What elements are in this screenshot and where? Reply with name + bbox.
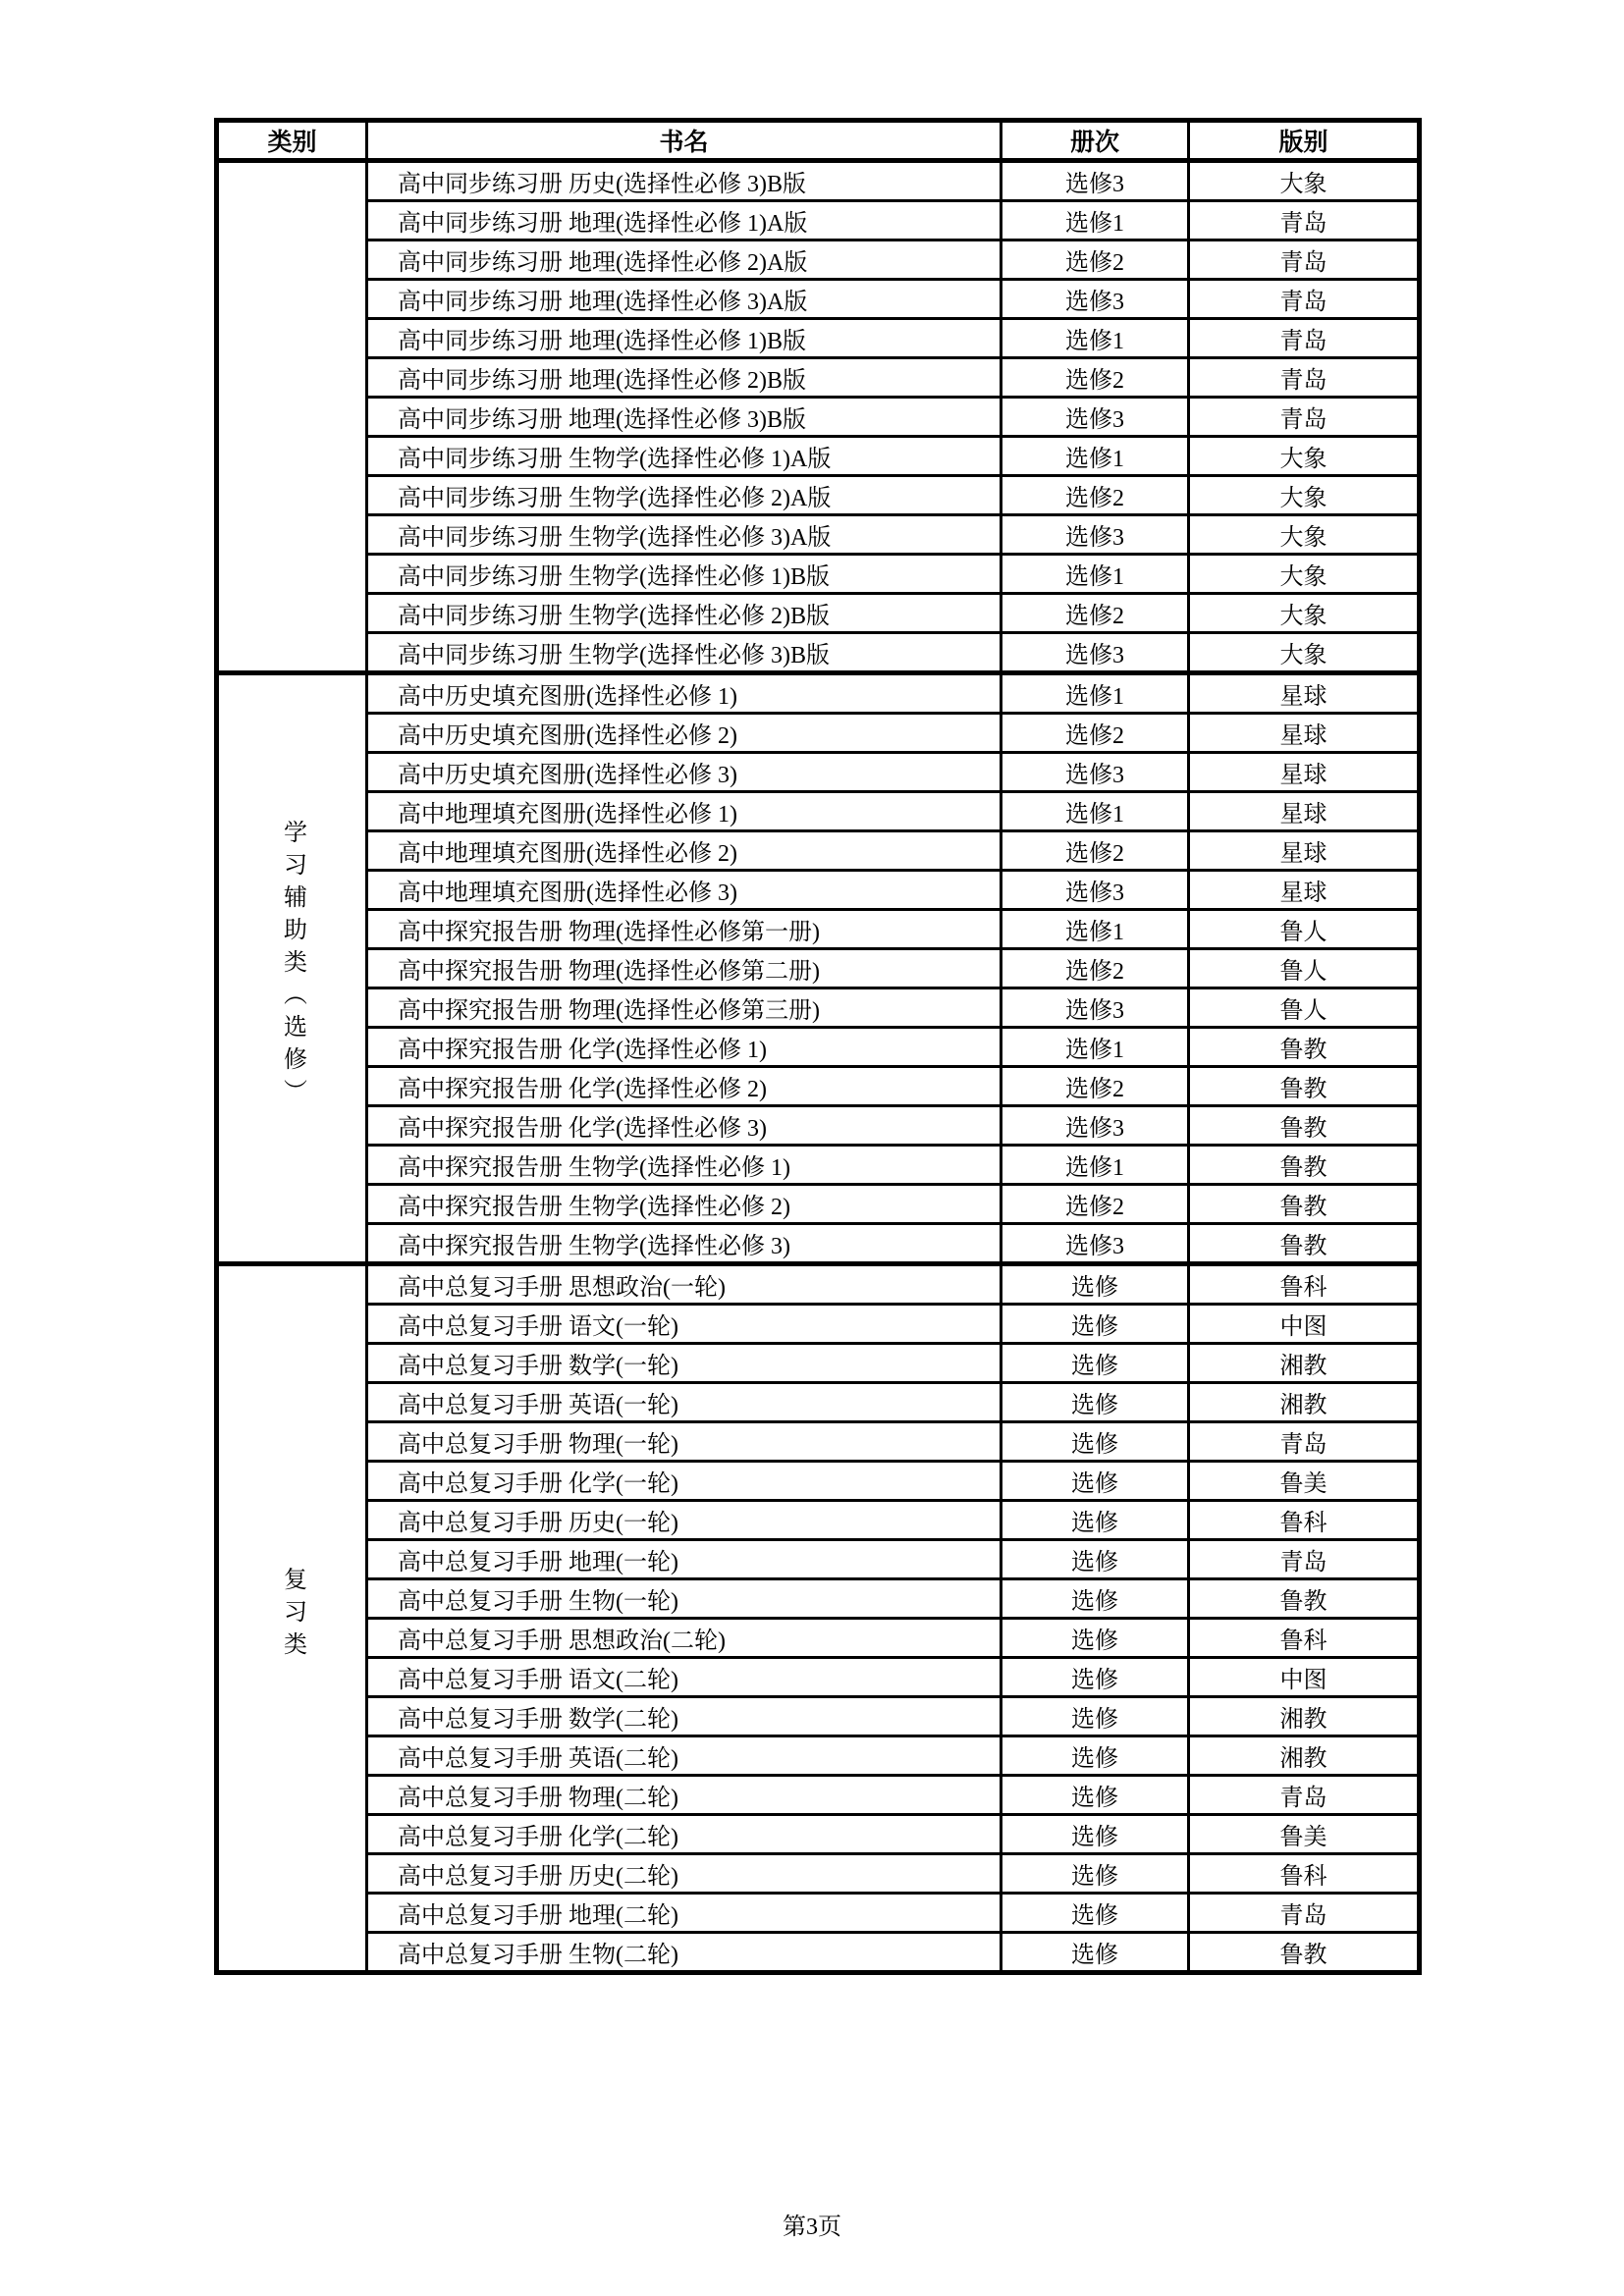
edition-cell: 鲁教 [1189, 1185, 1420, 1224]
table-row [217, 910, 1420, 949]
table-row [217, 1658, 1420, 1697]
table-row [217, 515, 1420, 555]
edition-cell: 鲁教 [1189, 1146, 1420, 1185]
table-row [217, 1776, 1420, 1815]
table-row [217, 1579, 1420, 1619]
table-row [217, 1344, 1420, 1383]
book-name-cell: 高中探究报告册 化学(选择性必修 1) [367, 1028, 1001, 1067]
table-row [217, 555, 1420, 594]
table-row [217, 753, 1420, 792]
edition-cell: 青岛 [1189, 1894, 1420, 1933]
table-row [217, 1697, 1420, 1736]
header-book: 书名 [367, 121, 1001, 161]
edition-cell: 鲁教 [1189, 1106, 1420, 1146]
volume-cell: 选修3 [1001, 988, 1189, 1028]
table-row [217, 1383, 1420, 1422]
book-name-cell: 高中总复习手册 生物(二轮) [367, 1933, 1001, 1973]
volume-cell: 选修1 [1001, 437, 1189, 476]
table-row [217, 1540, 1420, 1579]
book-name-cell: 高中探究报告册 物理(选择性必修第三册) [367, 988, 1001, 1028]
header-edition: 版别 [1189, 121, 1420, 161]
book-name-cell: 高中同步练习册 生物学(选择性必修 1)A版 [367, 437, 1001, 476]
table-row [217, 1462, 1420, 1501]
edition-cell: 大象 [1189, 555, 1420, 594]
edition-cell: 湘教 [1189, 1383, 1420, 1422]
edition-cell: 青岛 [1189, 240, 1420, 280]
volume-cell: 选修2 [1001, 358, 1189, 398]
volume-cell: 选修1 [1001, 201, 1189, 240]
volume-cell: 选修2 [1001, 594, 1189, 633]
volume-cell: 选修3 [1001, 280, 1189, 319]
book-name-cell: 高中总复习手册 数学(一轮) [367, 1344, 1001, 1383]
table-row [217, 1619, 1420, 1658]
book-name-cell: 高中总复习手册 化学(二轮) [367, 1815, 1001, 1854]
table-row [217, 831, 1420, 871]
table-row [217, 988, 1420, 1028]
book-name-cell: 高中地理填充图册(选择性必修 1) [367, 792, 1001, 831]
book-name-cell: 高中同步练习册 生物学(选择性必修 2)B版 [367, 594, 1001, 633]
volume-cell: 选修1 [1001, 1146, 1189, 1185]
table-row [217, 1422, 1420, 1462]
edition-cell: 鲁美 [1189, 1815, 1420, 1854]
book-name-cell: 高中地理填充图册(选择性必修 2) [367, 831, 1001, 871]
edition-cell: 中图 [1189, 1658, 1420, 1697]
book-name-cell: 高中同步练习册 地理(选择性必修 2)B版 [367, 358, 1001, 398]
table-row [217, 1028, 1420, 1067]
book-name-cell: 高中总复习手册 物理(一轮) [367, 1422, 1001, 1462]
edition-cell: 青岛 [1189, 280, 1420, 319]
volume-cell: 选修2 [1001, 1185, 1189, 1224]
edition-cell: 大象 [1189, 515, 1420, 555]
edition-cell: 大象 [1189, 161, 1420, 201]
table-row [217, 1501, 1420, 1540]
volume-cell: 选修3 [1001, 161, 1189, 201]
book-name-cell: 高中同步练习册 地理(选择性必修 3)B版 [367, 398, 1001, 437]
book-name-cell: 高中总复习手册 语文(一轮) [367, 1305, 1001, 1344]
book-name-cell: 高中总复习手册 思想政治(二轮) [367, 1619, 1001, 1658]
edition-cell: 星球 [1189, 831, 1420, 871]
volume-cell: 选修2 [1001, 240, 1189, 280]
book-name-cell: 高中同步练习册 生物学(选择性必修 2)A版 [367, 476, 1001, 515]
volume-cell: 选修3 [1001, 515, 1189, 555]
edition-cell: 鲁人 [1189, 988, 1420, 1028]
edition-cell: 星球 [1189, 673, 1420, 714]
book-name-cell: 高中同步练习册 生物学(选择性必修 3)A版 [367, 515, 1001, 555]
volume-cell: 选修1 [1001, 555, 1189, 594]
edition-cell: 湘教 [1189, 1736, 1420, 1776]
category-label: 复习类 [279, 1566, 305, 1664]
category-cell [217, 1264, 367, 1973]
volume-cell: 选修3 [1001, 1224, 1189, 1264]
table-row [217, 1106, 1420, 1146]
table-row [217, 1264, 1420, 1305]
edition-cell: 鲁科 [1189, 1619, 1420, 1658]
volume-cell: 选修 [1001, 1619, 1189, 1658]
volume-cell: 选修 [1001, 1344, 1189, 1383]
edition-cell: 鲁教 [1189, 1028, 1420, 1067]
volume-cell: 选修 [1001, 1264, 1189, 1305]
volume-cell: 选修3 [1001, 633, 1189, 673]
book-name-cell: 高中历史填充图册(选择性必修 3) [367, 753, 1001, 792]
edition-cell: 青岛 [1189, 1776, 1420, 1815]
volume-cell: 选修 [1001, 1854, 1189, 1894]
table-row [217, 161, 1420, 201]
book-name-cell: 高中探究报告册 化学(选择性必修 3) [367, 1106, 1001, 1146]
book-name-cell: 高中总复习手册 地理(一轮) [367, 1540, 1001, 1579]
book-name-cell: 高中总复习手册 化学(一轮) [367, 1462, 1001, 1501]
edition-cell: 青岛 [1189, 201, 1420, 240]
book-name-cell: 高中总复习手册 历史(一轮) [367, 1501, 1001, 1540]
book-name-cell: 高中探究报告册 生物学(选择性必修 3) [367, 1224, 1001, 1264]
book-name-cell: 高中同步练习册 地理(选择性必修 3)A版 [367, 280, 1001, 319]
table-row [217, 1854, 1420, 1894]
edition-cell: 大象 [1189, 633, 1420, 673]
table-body [217, 161, 1420, 1973]
header-volume: 册次 [1001, 121, 1189, 161]
table-row [217, 594, 1420, 633]
volume-cell: 选修1 [1001, 910, 1189, 949]
edition-cell: 星球 [1189, 792, 1420, 831]
category-label: 学习辅助类（选修） [279, 819, 305, 1111]
edition-cell: 青岛 [1189, 1540, 1420, 1579]
book-name-cell: 高中总复习手册 英语(一轮) [367, 1383, 1001, 1422]
table-row [217, 240, 1420, 280]
edition-cell: 鲁美 [1189, 1462, 1420, 1501]
book-name-cell: 高中同步练习册 历史(选择性必修 3)B版 [367, 161, 1001, 201]
volume-cell: 选修2 [1001, 476, 1189, 515]
volume-cell: 选修 [1001, 1383, 1189, 1422]
table-row [217, 714, 1420, 753]
header-row [217, 121, 1420, 161]
edition-cell: 鲁教 [1189, 1224, 1420, 1264]
book-name-cell: 高中探究报告册 生物学(选择性必修 2) [367, 1185, 1001, 1224]
volume-cell: 选修2 [1001, 1067, 1189, 1106]
volume-cell: 选修 [1001, 1815, 1189, 1854]
edition-cell: 星球 [1189, 753, 1420, 792]
table-row [217, 871, 1420, 910]
table-row [217, 1736, 1420, 1776]
volume-cell: 选修3 [1001, 753, 1189, 792]
volume-cell: 选修3 [1001, 871, 1189, 910]
volume-cell: 选修 [1001, 1422, 1189, 1462]
book-name-cell: 高中探究报告册 化学(选择性必修 2) [367, 1067, 1001, 1106]
edition-cell: 鲁教 [1189, 1933, 1420, 1973]
book-name-cell: 高中探究报告册 物理(选择性必修第一册) [367, 910, 1001, 949]
volume-cell: 选修1 [1001, 792, 1189, 831]
edition-cell: 湘教 [1189, 1344, 1420, 1383]
book-name-cell: 高中历史填充图册(选择性必修 2) [367, 714, 1001, 753]
book-name-cell: 高中探究报告册 生物学(选择性必修 1) [367, 1146, 1001, 1185]
edition-cell: 青岛 [1189, 1422, 1420, 1462]
edition-cell: 鲁科 [1189, 1854, 1420, 1894]
edition-cell: 鲁教 [1189, 1579, 1420, 1619]
table-row [217, 1305, 1420, 1344]
table-row [217, 319, 1420, 358]
table-row [217, 476, 1420, 515]
table-row [217, 949, 1420, 988]
edition-cell: 鲁科 [1189, 1264, 1420, 1305]
table-row [217, 1933, 1420, 1973]
volume-cell: 选修1 [1001, 1028, 1189, 1067]
table-row [217, 792, 1420, 831]
edition-cell: 青岛 [1189, 398, 1420, 437]
volume-cell: 选修 [1001, 1894, 1189, 1933]
table-row [217, 201, 1420, 240]
edition-cell: 中图 [1189, 1305, 1420, 1344]
edition-cell: 青岛 [1189, 319, 1420, 358]
header-category: 类别 [217, 121, 367, 161]
edition-cell: 大象 [1189, 437, 1420, 476]
book-name-cell: 高中历史填充图册(选择性必修 1) [367, 673, 1001, 714]
book-name-cell: 高中同步练习册 地理(选择性必修 2)A版 [367, 240, 1001, 280]
volume-cell: 选修 [1001, 1501, 1189, 1540]
table-row [217, 1067, 1420, 1106]
table-row [217, 1224, 1420, 1264]
table-row [217, 633, 1420, 673]
volume-cell: 选修 [1001, 1462, 1189, 1501]
volume-cell: 选修 [1001, 1697, 1189, 1736]
table-row [217, 1815, 1420, 1854]
edition-cell: 星球 [1189, 871, 1420, 910]
book-name-cell: 高中总复习手册 地理(二轮) [367, 1894, 1001, 1933]
table-row [217, 1185, 1420, 1224]
edition-cell: 鲁人 [1189, 910, 1420, 949]
table-row [217, 1146, 1420, 1185]
book-name-cell: 高中总复习手册 历史(二轮) [367, 1854, 1001, 1894]
edition-cell: 鲁教 [1189, 1067, 1420, 1106]
volume-cell: 选修3 [1001, 1106, 1189, 1146]
edition-cell: 鲁科 [1189, 1501, 1420, 1540]
book-name-cell: 高中同步练习册 地理(选择性必修 1)B版 [367, 319, 1001, 358]
volume-cell: 选修2 [1001, 714, 1189, 753]
book-name-cell: 高中同步练习册 生物学(选择性必修 1)B版 [367, 555, 1001, 594]
volume-cell: 选修 [1001, 1540, 1189, 1579]
book-name-cell: 高中总复习手册 思想政治(一轮) [367, 1264, 1001, 1305]
page-number: 第3页 [783, 2215, 841, 2240]
volume-cell: 选修1 [1001, 319, 1189, 358]
volume-cell: 选修 [1001, 1736, 1189, 1776]
table-row [217, 358, 1420, 398]
volume-cell: 选修2 [1001, 949, 1189, 988]
book-name-cell: 高中同步练习册 生物学(选择性必修 3)B版 [367, 633, 1001, 673]
table-row [217, 1894, 1420, 1933]
book-name-cell: 高中探究报告册 物理(选择性必修第二册) [367, 949, 1001, 988]
category-cell [217, 673, 367, 1264]
volume-cell: 选修 [1001, 1658, 1189, 1697]
volume-cell: 选修 [1001, 1933, 1189, 1973]
book-name-cell: 高中同步练习册 地理(选择性必修 1)A版 [367, 201, 1001, 240]
volume-cell: 选修2 [1001, 831, 1189, 871]
edition-cell: 大象 [1189, 476, 1420, 515]
volume-cell: 选修1 [1001, 673, 1189, 714]
book-name-cell: 高中总复习手册 数学(二轮) [367, 1697, 1001, 1736]
category-cell [217, 161, 367, 673]
edition-cell: 湘教 [1189, 1697, 1420, 1736]
book-name-cell: 高中总复习手册 物理(二轮) [367, 1776, 1001, 1815]
volume-cell: 选修 [1001, 1776, 1189, 1815]
book-name-cell: 高中总复习手册 语文(二轮) [367, 1658, 1001, 1697]
book-name-cell: 高中总复习手册 英语(二轮) [367, 1736, 1001, 1776]
edition-cell: 鲁人 [1189, 949, 1420, 988]
book-name-cell: 高中总复习手册 生物(一轮) [367, 1579, 1001, 1619]
book-list-table [214, 118, 1422, 1975]
volume-cell: 选修 [1001, 1579, 1189, 1619]
volume-cell: 选修 [1001, 1305, 1189, 1344]
table-row [217, 673, 1420, 714]
table-row [217, 398, 1420, 437]
book-name-cell: 高中地理填充图册(选择性必修 3) [367, 871, 1001, 910]
edition-cell: 星球 [1189, 714, 1420, 753]
table-row [217, 280, 1420, 319]
table-row [217, 437, 1420, 476]
edition-cell: 大象 [1189, 594, 1420, 633]
edition-cell: 青岛 [1189, 358, 1420, 398]
volume-cell: 选修3 [1001, 398, 1189, 437]
